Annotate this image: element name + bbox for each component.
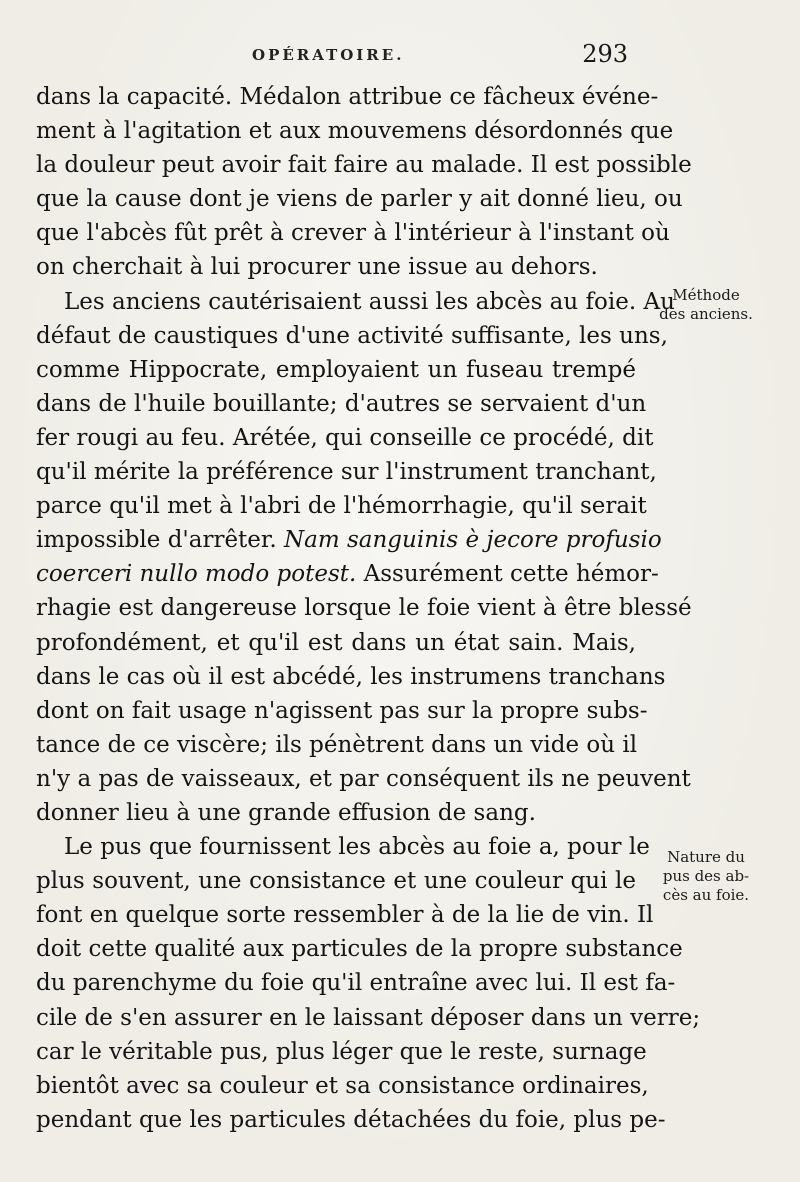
text-line: doit cette qualité aux particules de la propre substance — [36, 936, 683, 963]
text-line: pendant que les particules détachées du foie, plus pe- — [36, 1106, 666, 1133]
text-line-with-italic — [36, 557, 659, 591]
text-line-with-italic — [36, 523, 662, 557]
text-line: ment à l'agitation et aux mouvemens désordonnés que — [36, 118, 674, 145]
text-line: que la cause dont je viens de parler y ait donné lieu, ou — [36, 186, 683, 213]
text-line: comme Hippocrate, employaient un fuseau trempé — [36, 356, 636, 383]
margin-note-methode — [646, 286, 766, 324]
text-line: rhagie est dangereuse lorsque le foie vient à être blessé — [36, 595, 692, 622]
page-header — [36, 40, 636, 74]
text-line: dans de l'huile bouillante; d'autres se servaient d'un — [36, 390, 647, 417]
text-line: Les anciens cautérisaient aussi les abcès au foie. Au — [64, 288, 675, 315]
latin-quote: coerceri nullo modo potest. — [36, 561, 357, 588]
text-line: dont on fait usage n'agissent pas sur la propre subs- — [36, 697, 648, 724]
text-fragment: impossible d'arrêter. — [36, 527, 277, 554]
text-line: défaut de caustiques d'une activité suffisante, les uns, — [36, 322, 668, 349]
text-line: dans le cas où il est abcédé, les instrumens tranchans — [36, 663, 666, 690]
text-line: fer rougi au feu. Arétée, qui conseille ce procédé, dit — [36, 424, 654, 451]
text-line: on cherchait à lui procurer une issue au dehors. — [36, 254, 598, 281]
text-line: Le pus que fournissent les abcès au foie a, pour le — [64, 834, 650, 861]
margin-note-line: Méthode — [672, 286, 740, 304]
text-line: du parenchyme du foie qu'il entraîne avec lui. Il est fa- — [36, 970, 676, 997]
body-text — [36, 80, 701, 1137]
text-line: car le véritable pus, plus léger que le reste, surnage — [36, 1038, 647, 1065]
text-line: font en quelque sorte ressembler à de la lie de vin. Il — [36, 902, 654, 929]
text-line: parce qu'il met à l'abri de l'hémorrhagie, qu'il serait — [36, 493, 647, 520]
text-line: bientôt avec sa couleur et sa consistance ordinaires, — [36, 1072, 649, 1099]
text-line: cile de s'en assurer en le laissant déposer dans un verre; — [36, 1004, 701, 1031]
latin-quote: Nam sanguinis è jecore profusio — [284, 527, 662, 554]
text-line: n'y a pas de vaisseaux, et par conséquent ils ne peuvent — [36, 765, 691, 792]
text-line: la douleur peut avoir fait faire au malade. Il est possible — [36, 152, 692, 179]
page-number: 293 — [582, 40, 628, 68]
text-line: donner lieu à une grande effusion de sang. — [36, 799, 536, 826]
text-line: que l'abcès fût prêt à crever à l'intérieur à l'instant où — [36, 220, 670, 247]
margin-note-line: pus des ab- — [662, 867, 750, 885]
text-line: tance de ce viscère; ils pénètrent dans un vide où il — [36, 731, 638, 758]
margin-note-line: des anciens. — [659, 305, 753, 323]
text-line: plus souvent, une consistance et une couleur qui le — [36, 868, 636, 895]
margin-note-line: cès au foie. — [662, 886, 750, 904]
text-line: qu'il mérite la préférence sur l'instrument tranchant, — [36, 459, 657, 486]
running-head: OPÉRATOIRE. — [252, 46, 405, 64]
text-fragment: Assurément cette hémor- — [363, 561, 659, 588]
text-line: profondément, et qu'il est dans un état sain. Mais, — [36, 629, 636, 656]
text-line: dans la capacité. Médalon attribue ce fâcheux événe- — [36, 84, 659, 110]
margin-note-line: Nature du — [667, 848, 745, 866]
margin-note-nature — [646, 848, 766, 905]
